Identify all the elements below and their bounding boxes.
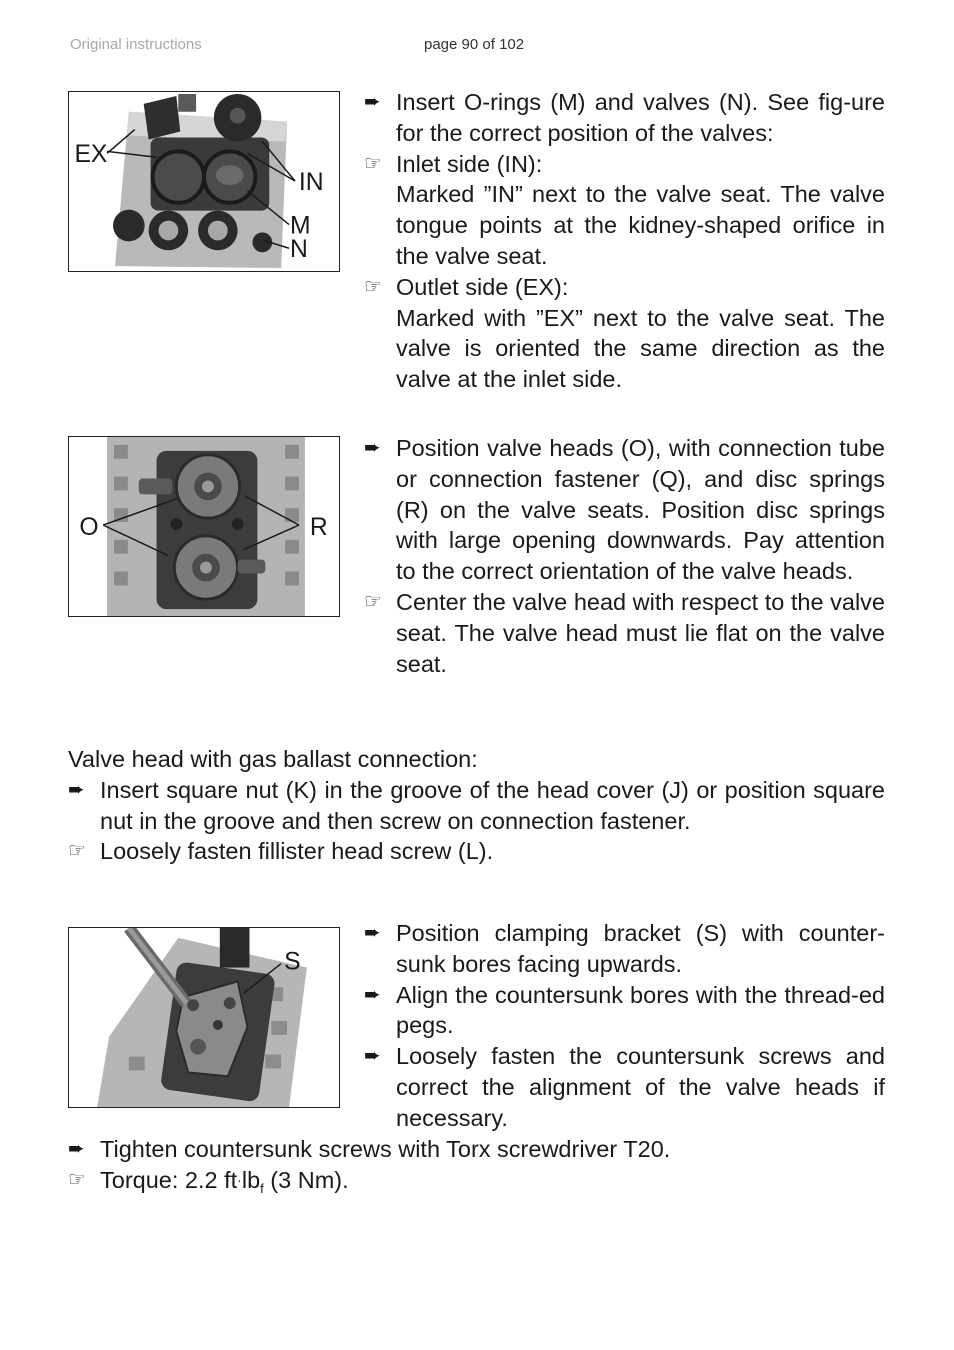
- instruction-text: Position valve heads (O), with connection tube or connection fastener (Q), and disc springs (R) on the valve seats. Position disc springs with large opening downwards. Pay attention to the correct orientation of the valve heads.: [396, 435, 885, 585]
- section-tighten: [68, 1134, 885, 1196]
- valve-seat-photo: [69, 92, 339, 271]
- note-item: [364, 272, 885, 395]
- torque-note: [68, 1165, 885, 1196]
- instruction-item: [364, 918, 885, 980]
- header-page-number: page 90 of 102: [424, 36, 525, 53]
- section-valve-heads-instructions: [364, 433, 885, 679]
- torque-unit: lb: [241, 1166, 261, 1193]
- figure-orings-valves: [68, 91, 340, 272]
- figure-label-s: S: [284, 948, 301, 976]
- note-item: [364, 587, 885, 679]
- instruction-text: Tighten countersunk screws with Torx screwdriver T20.: [100, 1136, 671, 1162]
- arrow-icon: ➨: [364, 983, 381, 1006]
- instruction-item: [364, 980, 885, 1042]
- note-title: Inlet side (IN):: [396, 150, 543, 177]
- instruction-item: [68, 775, 885, 837]
- torque-prefix: Torque: 2.2 ft: [100, 1166, 238, 1193]
- arrow-icon: ➨: [364, 91, 381, 113]
- section-gas-ballast: [68, 744, 885, 867]
- section-clamping-instructions: [364, 918, 885, 1134]
- arrow-icon: ➨: [68, 778, 85, 801]
- note-title: Outlet side (EX):: [396, 273, 569, 300]
- pointing-hand-icon: ☞: [364, 152, 382, 175]
- instruction-item: [364, 87, 885, 149]
- arrow-icon: ➨: [68, 1138, 85, 1160]
- pointing-hand-icon: ☞: [364, 590, 382, 613]
- figure-label-r: R: [309, 513, 328, 541]
- note-text: Loosely fasten fillister head screw (L).: [100, 838, 494, 865]
- instruction-text: Position clamping bracket (S) with counter-sunk bores facing upwards.: [396, 920, 885, 977]
- note-item: [364, 149, 885, 272]
- figure-clamping-bracket: [68, 927, 340, 1108]
- torque-dot: ·: [237, 1171, 242, 1188]
- note-detail: Marked ”IN” next to the valve seat. The valve tongue points at the kidney-shaped orifice in the valve seat.: [396, 181, 885, 269]
- instruction-text: Insert square nut (K) in the groove of the head cover (J) or position square nut in the groove and then screw on connection fastener.: [100, 776, 885, 834]
- figure-label-o: O: [79, 513, 99, 541]
- instruction-text: Align the countersunk bores with the thread-ed pegs.: [396, 981, 885, 1039]
- torque-unit-subscript: f: [260, 1180, 264, 1196]
- figure-label-ex: EX: [74, 141, 108, 169]
- note-text: Center the valve head with respect to the valve seat. The valve head must lie flat on the valve seat.: [396, 588, 885, 677]
- arrow-icon: ➨: [364, 1045, 381, 1068]
- figure-label-n: N: [290, 236, 308, 264]
- note-item: [68, 836, 885, 867]
- pointing-hand-icon: ☞: [68, 1168, 86, 1191]
- instruction-text: Loosely fasten the countersunk screws and correct the alignment of the valve heads if necessary.: [396, 1043, 885, 1131]
- instruction-item: [68, 1134, 885, 1165]
- figure-label-m: M: [290, 212, 311, 240]
- pointing-hand-icon: ☞: [68, 840, 86, 863]
- figure-valve-heads: [68, 436, 340, 617]
- arrow-icon: ➨: [364, 437, 381, 459]
- instruction-text: Insert O-rings (M) and valves (N). See fig-ure for the correct position of the valves:: [396, 89, 885, 146]
- header-document-type: Original instructions: [70, 36, 202, 53]
- figure-label-in: IN: [298, 168, 324, 196]
- pointing-hand-icon: ☞: [364, 275, 382, 298]
- instruction-item: [364, 1041, 885, 1133]
- torque-suffix: (3 Nm).: [263, 1166, 349, 1193]
- instruction-item: [364, 433, 885, 587]
- note-detail: Marked with ”EX” next to the valve seat. The valve is oriented the same direction as the valve at the inlet side.: [396, 304, 885, 393]
- section-orings-instructions: [364, 87, 885, 395]
- section-heading: Valve head with gas ballast connection:: [68, 746, 478, 772]
- arrow-icon: ➨: [364, 922, 381, 944]
